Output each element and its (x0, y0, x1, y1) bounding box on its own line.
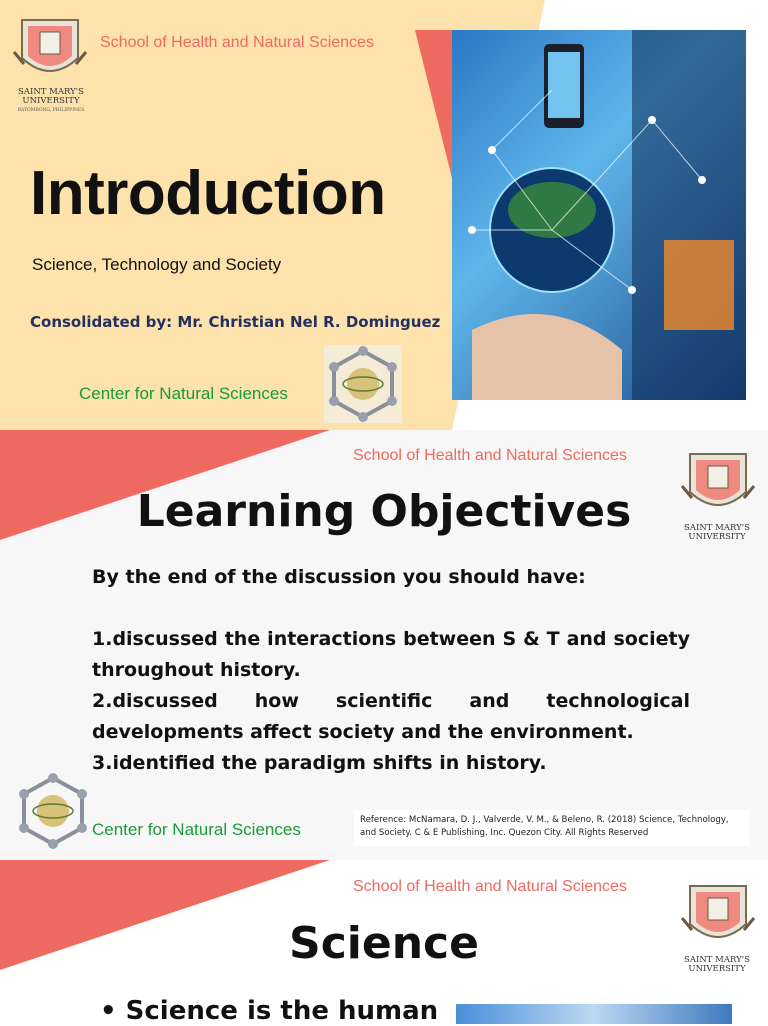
objective-item: 1.discussed the interactions between S & T and society throughout history. (92, 628, 690, 681)
objectives-body (92, 562, 690, 779)
university-seal-icon (10, 12, 90, 92)
center-hexagon-logo-icon (14, 772, 92, 850)
slide-introduction (0, 0, 768, 430)
slide-title: Learning Objectives (136, 486, 632, 537)
objective-item: 2.discussed how scientific and technological developments affect society and the environment. (92, 690, 690, 743)
center-hexagon-logo-icon (324, 345, 402, 423)
school-name: School of Health and Natural Sciences (100, 34, 374, 51)
objective-item: 3.identified the paradigm shifts in history. (92, 752, 547, 774)
slide-subtitle: Science, Technology and Society (32, 255, 282, 274)
technology-globe-image (452, 30, 746, 400)
slide-title: Science (289, 918, 479, 969)
slide-title-wrap (0, 918, 768, 969)
bullet-text: • Science is the human (100, 996, 439, 1026)
center-name: Center for Natural Sciences (92, 820, 301, 839)
science-image (456, 1004, 732, 1024)
university-name: SAINT MARY'S UNIVERSITY (18, 87, 84, 106)
center-name: Center for Natural Sciences (79, 384, 288, 403)
school-name: School of Health and Natural Sciences (353, 878, 627, 895)
slide-title: Introduction (30, 159, 386, 228)
reference-citation: Reference: McNamara, D. J., Valverde, V. M., & Beleno, R. (2018) Science, Technology, and Society. C & E Publishing, Inc. Quezon City. All Rights Reserved (354, 810, 749, 846)
objectives-intro: By the end of the discussion you should have: (92, 566, 586, 588)
author-credit: Consolidated by: Mr. Christian Nel R. Dominguez (30, 313, 441, 331)
school-name: School of Health and Natural Sciences (353, 447, 627, 464)
university-name: SAINT MARY'S UNIVERSITY (684, 955, 750, 974)
university-location: BAYOMBONG, PHILIPPINES (17, 108, 85, 113)
slide-title-wrap (0, 486, 768, 537)
university-name: SAINT MARY'S UNIVERSITY (684, 523, 750, 542)
